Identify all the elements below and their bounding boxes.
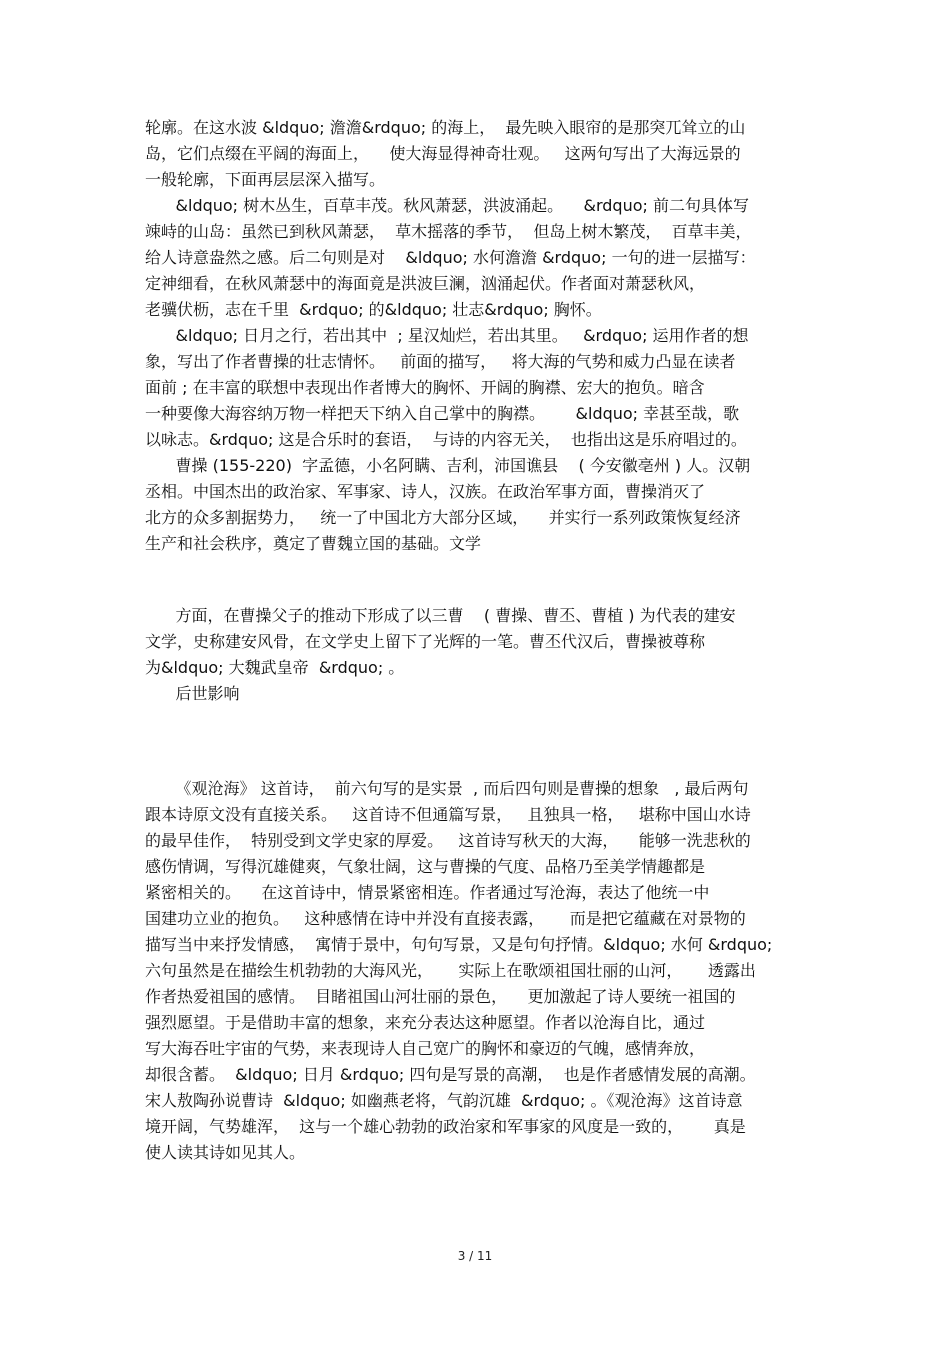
text-line: 紧密相关的。 在这首诗中，情景紧密相连。作者通过写沧海，表达了他统一中 — [145, 883, 710, 902]
text-line: 描写当中来抒发情感， 寓情于景中，句句写景，又是句句抒情。&ldquo; 水何 &rdquo; — [145, 935, 773, 954]
text-block-commentary — [145, 115, 815, 557]
text-line: 强烈愿望。于是借助丰富的想象，来充分表达这种愿望。作者以沧海自比，通过 — [145, 1013, 706, 1032]
text-line: 宋人敖陶孙说曹诗 &ldquo; 如幽燕老将，气韵沉雄 &rdquo; 。《观沧海》这首诗意 — [145, 1091, 743, 1110]
text-line: 曹操 (155-220) 字孟德，小名阿瞒、吉利，沛国谯县 ( 今安徽亳州 ) 人。汉朝 — [145, 456, 751, 475]
page-number: 3 / 11 — [457, 1249, 493, 1263]
text-line: 一种要像大海容纳万物一样把天下纳入自己掌中的胸襟。 &ldquo; 幸甚至哉，歌 — [145, 404, 740, 423]
text-line: 一般轮廓，下面再层层深入描写。 — [145, 170, 386, 189]
text-block-influence — [145, 776, 815, 1166]
text-line: 丞相。中国杰出的政治家、军事家、诗人，汉族。在政治军事方面，曹操消灭了 — [145, 482, 706, 501]
text-line: 跟本诗原文没有直接关系。 这首诗不但通篇写景， 且独具一格， 堪称中国山水诗 — [145, 805, 751, 824]
text-line: 六句虽然是在描绘生机勃勃的大海风光， 实际上在歌颂祖国壮丽的山河， 透露出 — [145, 961, 756, 980]
text-line: 使人读其诗如见其人。 — [145, 1143, 306, 1162]
text-line: 却很含蓄。 &ldquo; 日月 &rdquo; 四句是写景的高潮， 也是作者感情发展的高潮。 — [145, 1065, 756, 1084]
text-line: 为&ldquo; 大魏武皇帝 &rdquo; 。 — [145, 658, 405, 677]
text-line: &ldquo; 树木丛生，百草丰茂。秋风萧瑟，洪波涌起。 &rdquo; 前二句具体写 — [145, 196, 749, 215]
text-line: 文学，史称建安风骨，在文学史上留下了光辉的一笔。曹丕代汉后，曹操被尊称 — [145, 632, 706, 651]
text-line: 象，写出了作者曹操的壮志情怀。 前面的描写， 将大海的气势和威力凸显在读者 — [145, 352, 736, 371]
text-line: 以咏志。&rdquo; 这是合乐时的套语， 与诗的内容无关， 也指出这是乐府唱过的。 — [145, 430, 747, 449]
text-line: 生产和社会秩序，奠定了曹魏立国的基础。文学 — [145, 534, 482, 553]
text-line: 《观沧海》 这首诗， 前六句写的是实景 , 而后四句则是曹操的想象 , 最后两句 — [145, 779, 749, 798]
text-line: 境开阔，气势雄浑， 这与一个雄心勃勃的政治家和军事家的风度是一致的， 真是 — [145, 1117, 746, 1136]
text-line: 竦峙的山岛：虽然已到秋风萧瑟， 草木摇落的季节， 但岛上树木繁茂， 百草丰美， — [145, 222, 752, 241]
text-line: 作者热爱祖国的感情。 目睹祖国山河壮丽的景色， 更加激起了诗人要统一祖国的 — [145, 987, 736, 1006]
text-line: 面前 ; 在丰富的联想中表现出作者博大的胸怀、开阔的胸襟、宏大的抱负。暗含 — [145, 378, 705, 397]
text-line: 定神细看，在秋风萧瑟中的海面竟是洪波巨澜，汹涌起伏。作者面对萧瑟秋风， — [145, 274, 706, 293]
text-line: 的最早佳作， 特别受到文学史家的厚爱。 这首诗写秋天的大海， 能够一洗悲秋的 — [145, 831, 751, 850]
text-line: &ldquo; 日月之行，若出其中 ; 星汉灿烂，若出其里。 &rdquo; 运用作者的想 — [145, 326, 749, 345]
text-block-biography-continued — [145, 603, 815, 707]
text-line: 轮廓。在这水波 &ldquo; 澹澹&rdquo; 的海上， 最先映入眼帘的是那突兀耸立的山 — [145, 118, 746, 137]
text-line: 方面，在曹操父子的推动下形成了以三曹 ( 曹操、曹丕、曹植 ) 为代表的建安 — [145, 606, 736, 625]
text-line: 老骥伏枥，志在千里 &rdquo; 的&ldquo; 壮志&rdquo; 胸怀。 — [145, 300, 602, 319]
text-line: 岛，它们点缀在平阔的海面上， 使大海显得神奇壮观。 这两句写出了大海远景的 — [145, 144, 741, 163]
text-line: 国建功立业的抱负。 这种感情在诗中并没有直接表露， 而是把它蕴藏在对景物的 — [145, 909, 746, 928]
text-line: 给人诗意盎然之感。后二句则是对 &ldquo; 水何澹澹 &rdquo; 一句的进一层描写： — [145, 248, 756, 267]
text-line: 后世影响 — [145, 684, 240, 703]
text-line: 北方的众多割据势力， 统一了中国北方大部分区域， 并实行一系列政策恢复经济 — [145, 508, 741, 527]
text-line: 感伤情调，写得沉雄健爽，气象壮阔，这与曹操的气度、品格乃至美学情趣都是 — [145, 857, 706, 876]
text-line: 写大海吞吐宇宙的气势，来表现诗人自己宽广的胸怀和豪迈的气魄，感情奔放， — [145, 1039, 706, 1058]
